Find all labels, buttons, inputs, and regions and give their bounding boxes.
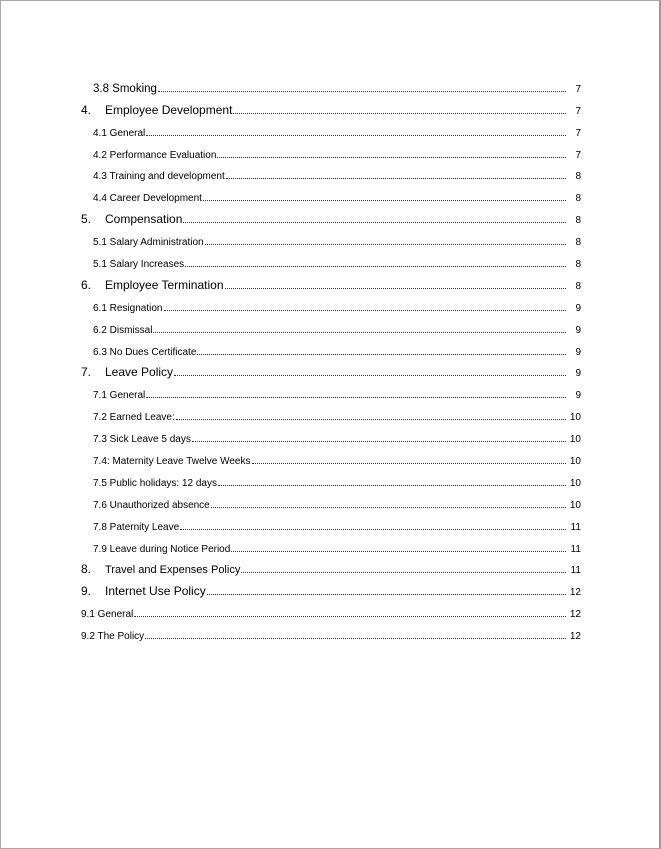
toc-entry[interactable] <box>1 184 661 206</box>
toc-entry[interactable] <box>1 447 661 469</box>
toc-entry-title: 7.8 Paternity Leave <box>93 521 180 533</box>
toc-entry-title: 7.2 Earned Leave: <box>93 412 175 424</box>
toc-entry-title: Internet Use Policy <box>105 584 206 599</box>
dot-leader <box>134 615 566 617</box>
dot-leader <box>174 374 566 376</box>
toc-entry[interactable] <box>1 163 661 185</box>
toc-entry[interactable] <box>1 250 661 272</box>
toc-entry[interactable] <box>1 557 661 579</box>
dot-leader <box>226 177 566 179</box>
dot-leader <box>146 396 566 398</box>
toc-entry-number: 8. <box>81 562 92 577</box>
dot-leader <box>231 550 566 552</box>
dot-leader <box>218 484 566 486</box>
toc-entry[interactable] <box>1 141 661 163</box>
dot-leader <box>180 528 566 530</box>
toc-entry[interactable] <box>1 75 661 97</box>
dot-leader <box>211 506 566 508</box>
toc-entry-title: 7.1 General <box>93 390 146 402</box>
toc-entry-page-number: 12 <box>569 631 581 643</box>
toc-entry[interactable] <box>1 97 661 119</box>
dot-leader <box>241 571 566 573</box>
toc-entry-number: 6. <box>81 277 92 292</box>
dot-leader <box>158 90 566 92</box>
toc-entry-page-number: 11 <box>570 565 581 577</box>
dot-leader <box>185 265 566 267</box>
toc-entry-title: 4.4 Career Development <box>93 193 202 205</box>
toc-entry-page-number: 7 <box>575 83 581 95</box>
toc-entry-page-number: 9 <box>575 302 581 314</box>
toc-entry-title: 9.1 General <box>81 609 134 621</box>
table-of-contents <box>1 75 661 644</box>
toc-entry-page-number: 9 <box>575 390 581 402</box>
toc-entry-page-number: 8 <box>575 237 581 249</box>
toc-entry-title: 7.4: Maternity Leave Twelve Weeks <box>93 456 251 468</box>
toc-entry-title: 5.1 Salary Administration <box>93 237 204 249</box>
dot-leader <box>146 134 566 136</box>
toc-entry-page-number: 9 <box>575 346 581 358</box>
toc-entry[interactable] <box>1 578 661 600</box>
toc-entry-title: 6.3 No Dues Certificate <box>93 346 197 358</box>
toc-entry-title: 3.8 Smoking <box>93 82 157 95</box>
toc-entry-page-number: 10 <box>569 456 581 468</box>
toc-entry-title: 6.2 Dismissal <box>93 324 153 336</box>
toc-entry[interactable] <box>1 491 661 513</box>
dot-leader <box>176 418 566 420</box>
toc-entry-title: 4.2 Performance Evaluation <box>93 149 217 161</box>
toc-entry[interactable] <box>1 294 661 316</box>
toc-entry-page-number: 7 <box>575 127 581 139</box>
toc-entry-title: Compensation <box>105 212 183 227</box>
dot-leader <box>197 353 566 355</box>
toc-entry[interactable] <box>1 425 661 447</box>
toc-entry[interactable] <box>1 622 661 644</box>
toc-entry-number: 9. <box>81 584 92 599</box>
toc-entry-title: 5.1 Salary Increases <box>93 259 185 271</box>
toc-entry[interactable] <box>1 600 661 622</box>
toc-entry-page-number: 11 <box>570 521 581 533</box>
dot-leader <box>225 287 566 289</box>
toc-entry[interactable] <box>1 338 661 360</box>
toc-entry-title: 6.1 Resignation <box>93 302 163 314</box>
toc-entry-title: Travel and Expenses Policy <box>105 564 241 577</box>
toc-entry[interactable] <box>1 403 661 425</box>
dot-leader <box>203 199 566 201</box>
toc-entry-title: 4.1 General <box>93 127 146 139</box>
toc-entry[interactable] <box>1 228 661 250</box>
toc-entry-page-number: 10 <box>569 412 581 424</box>
toc-entry-page-number: 10 <box>569 499 581 511</box>
toc-entry-title: Employee Termination <box>105 277 224 292</box>
toc-entry-page-number: 8 <box>575 259 581 271</box>
toc-entry-title: 7.6 Unauthorized absence <box>93 499 210 511</box>
dot-leader <box>217 156 566 158</box>
dot-leader <box>192 440 566 442</box>
toc-entry-page-number: 12 <box>569 587 581 599</box>
toc-entry-page-number: 8 <box>575 280 581 292</box>
toc-entry-title: 7.5 Public holidays: 12 days <box>93 477 217 489</box>
toc-entry-page-number: 8 <box>575 193 581 205</box>
toc-entry-page-number: 7 <box>575 149 581 161</box>
toc-entry-number: 7. <box>81 365 92 380</box>
toc-entry[interactable] <box>1 316 661 338</box>
toc-entry-page-number: 7 <box>575 105 581 117</box>
toc-entry[interactable] <box>1 381 661 403</box>
toc-entry-page-number: 9 <box>575 368 581 380</box>
toc-entry[interactable] <box>1 535 661 557</box>
dot-leader <box>207 593 566 595</box>
toc-entry[interactable] <box>1 272 661 294</box>
toc-entry[interactable] <box>1 513 661 535</box>
toc-entry[interactable] <box>1 469 661 491</box>
toc-entry-title: 9.2 The Policy <box>81 631 145 643</box>
toc-entry-page-number: 10 <box>569 434 581 446</box>
dot-leader <box>205 243 566 245</box>
toc-entry-title: Leave Policy <box>105 365 174 380</box>
toc-entry-number: 4. <box>81 102 92 117</box>
toc-entry-title: 7.3 Sick Leave 5 days <box>93 434 191 446</box>
dot-leader <box>183 221 566 223</box>
toc-entry-page-number: 9 <box>575 324 581 336</box>
toc-entry[interactable] <box>1 206 661 228</box>
toc-entry-page-number: 10 <box>569 477 581 489</box>
toc-entry-number: 5. <box>81 212 92 227</box>
toc-entry-page-number: 8 <box>575 171 581 183</box>
dot-leader <box>145 637 566 639</box>
dot-leader <box>252 462 567 464</box>
toc-entry[interactable] <box>1 119 661 141</box>
toc-entry-page-number: 12 <box>569 609 581 621</box>
toc-entry-page-number: 8 <box>575 215 581 227</box>
dot-leader <box>233 112 566 114</box>
toc-entry-title: Employee Development <box>105 102 233 117</box>
toc-entry-title: 7.9 Leave during Notice Period <box>93 543 231 555</box>
dot-leader <box>153 331 566 333</box>
dot-leader <box>164 309 567 311</box>
toc-entry-page-number: 11 <box>570 543 581 555</box>
toc-entry-title: 4.3 Training and development <box>93 171 225 183</box>
toc-entry[interactable] <box>1 360 661 382</box>
